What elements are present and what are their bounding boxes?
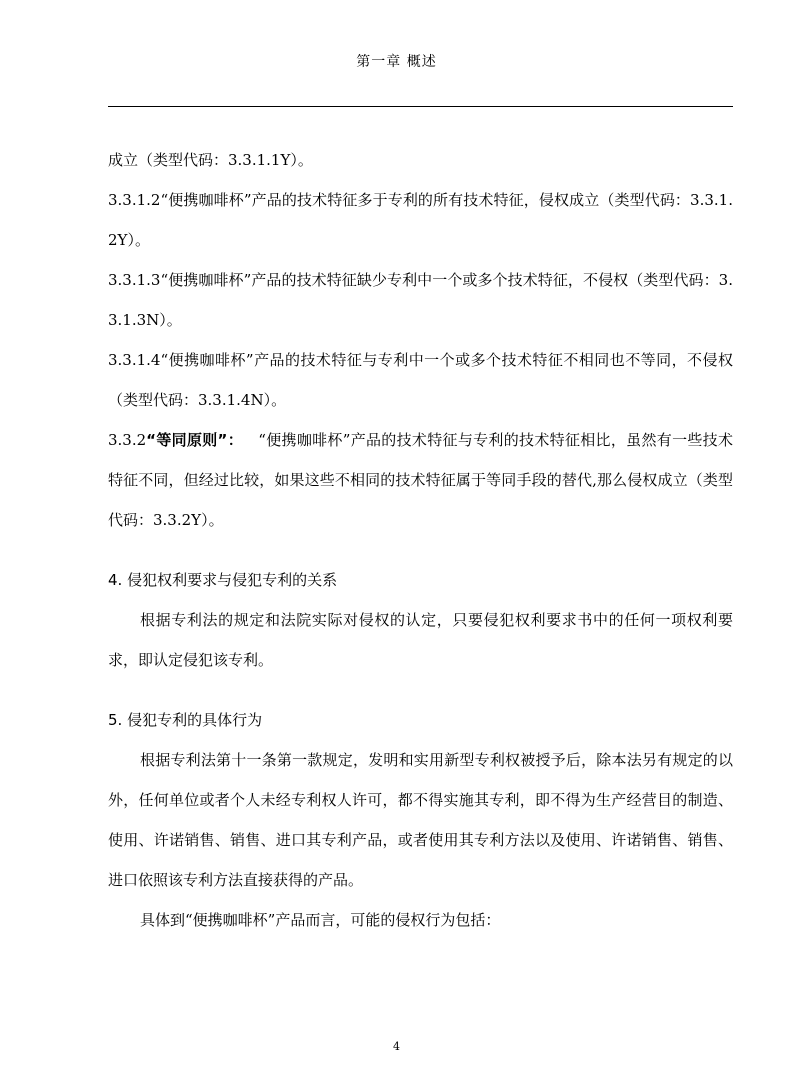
section-4-heading: 4. 侵犯权利要求与侵犯专利的关系 bbox=[108, 571, 338, 589]
section-5-paragraph-1: 根据专利法第十一条第一款规定，发明和实用新型专利权被授予后，除本法另有规定的以外，任何单位或者个人未经专利权人许可，都不得实施其专利，即不得为生产经营目的制造、使用、许诺销售、销售、进口其专利产品，或者使用其专利方法以及使用、许诺销售、销售、进口依照该专利方法直接获得的产品。 bbox=[108, 751, 733, 889]
paragraph-3-3-1-1-continued: 成立（类型代码：3.3.1.1Y）。 bbox=[108, 151, 313, 169]
clause-text: “便携咖啡杯”产品的技术特征与专利的技术特征相比，虽然有一些技术特征不同，但经过比较，如果这些不相同的技术特征属于等同手段的替代,那么侵权成立（类型代码：3.3.2Y）。 bbox=[108, 431, 733, 529]
paragraph-3-3-1-2: 3.3.1.2“便携咖啡杯”产品的技术特征多于专利的所有技术特征，侵权成立（类型代码：3.3.1.2Y）。 bbox=[108, 191, 733, 249]
section-5-paragraph-2: 具体到“便携咖啡杯”产品而言，可能的侵权行为包括： bbox=[140, 911, 501, 929]
clause-number: 3.3.2 bbox=[108, 431, 147, 449]
paragraph-3-3-1-4: 3.3.1.4“便携咖啡杯”产品的技术特征与专利中一个或多个技术特征不相同也不等同，不侵权（类型代码：3.3.1.4N）。 bbox=[108, 351, 733, 409]
section-4-paragraph: 根据专利法的规定和法院实际对侵权的认定，只要侵犯权利要求书中的任何一项权利要求，即认定侵犯该专利。 bbox=[108, 611, 733, 669]
paragraph-3-3-2 bbox=[108, 420, 733, 540]
page-number: 4 bbox=[393, 1040, 400, 1053]
section-5-heading: 5. 侵犯专利的具体行为 bbox=[108, 711, 263, 729]
header-divider bbox=[108, 106, 733, 107]
document-body bbox=[108, 140, 733, 940]
paragraph-3-3-1-3: 3.3.1.3“便携咖啡杯”产品的技术特征缺少专利中一个或多个技术特征，不侵权（类型代码：3.3.1.3N）。 bbox=[108, 271, 733, 329]
equivalence-principle-term: “等同原则”： bbox=[146, 431, 244, 449]
page-header: 第一章 概述 bbox=[356, 54, 437, 70]
